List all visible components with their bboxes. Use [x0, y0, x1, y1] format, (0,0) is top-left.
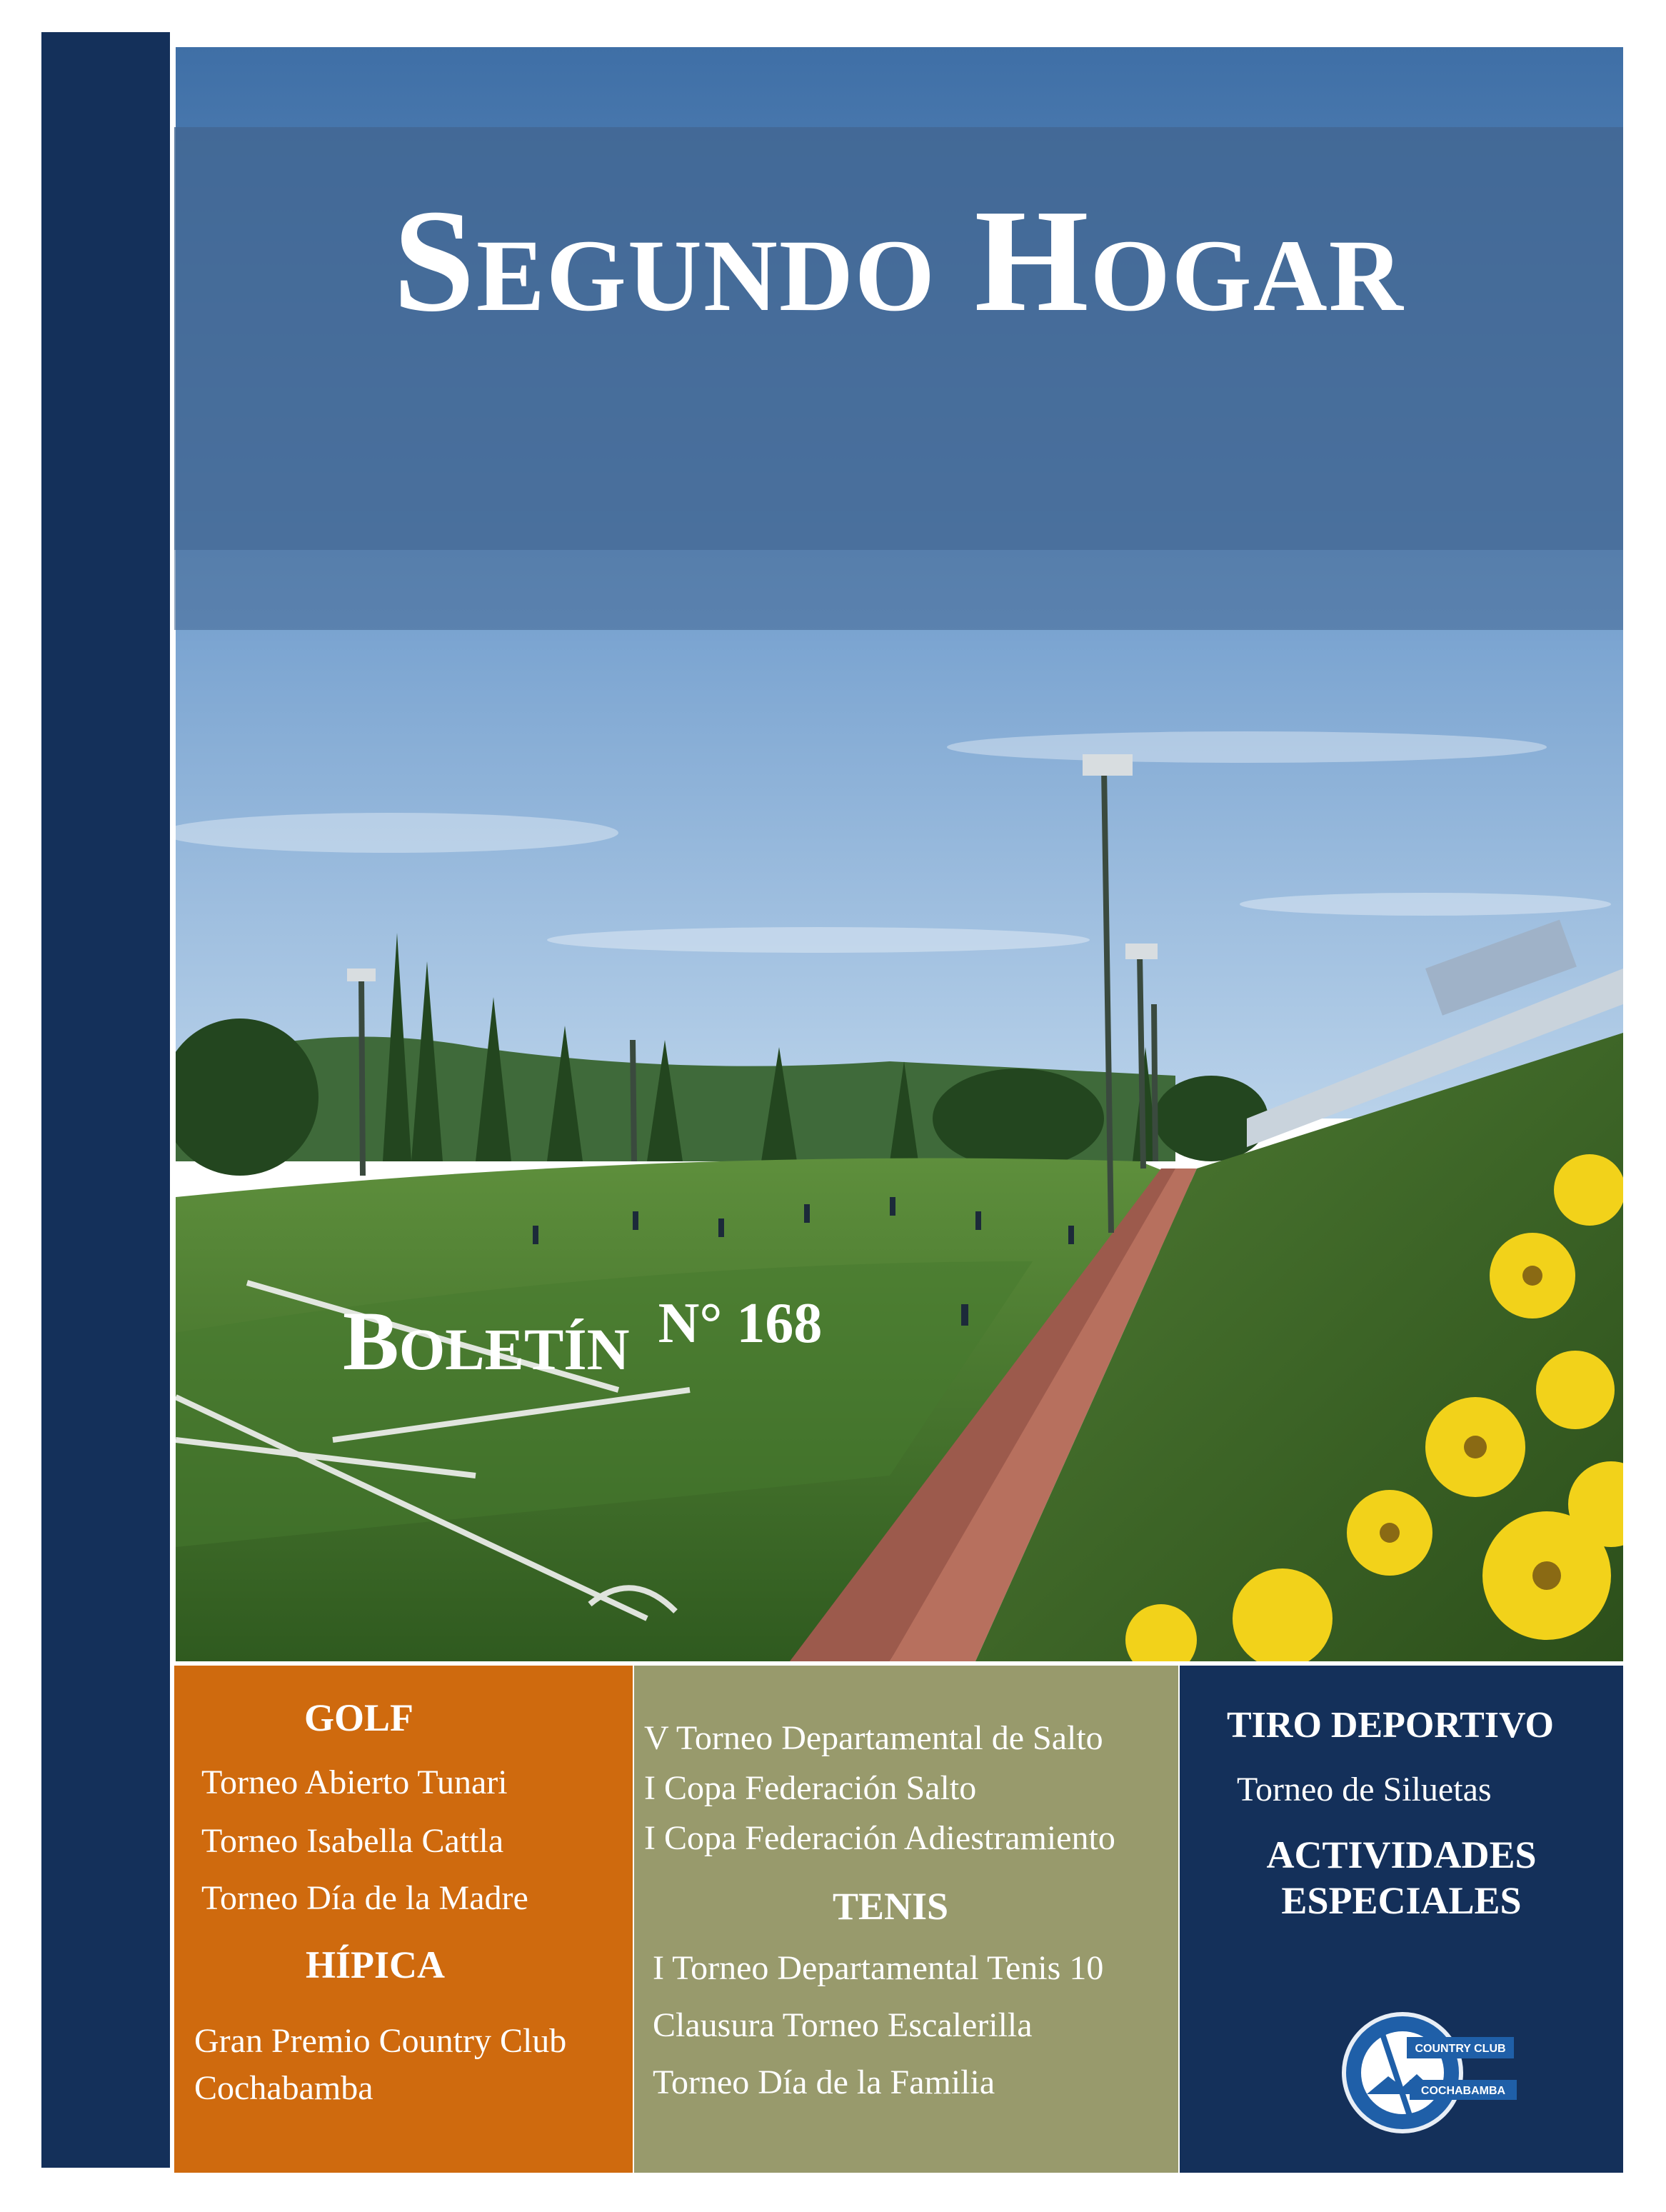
tenis-item: Clausura Torneo Escalerilla: [653, 2006, 1033, 2044]
hipica-event: I Copa Federación Salto: [644, 1769, 977, 1807]
tenis-item: Torneo Día de la Familia: [653, 2063, 995, 2101]
hipica-event: I Copa Federación Adiestramiento: [644, 1819, 1115, 1857]
panel-golf-hipica: [174, 1666, 633, 2173]
panel-hipica-tenis: [634, 1666, 1178, 2173]
title-banner: [174, 127, 1623, 550]
bulletin-label: [343, 1291, 822, 1390]
logo-text-top: COUNTRY CLUB: [1415, 2043, 1506, 2055]
bulletin-number: N° 168: [658, 1292, 823, 1355]
tenis-item: I Torneo Departamental Tenis 10: [653, 1949, 1104, 1987]
golf-item: Torneo Abierto Tunari: [201, 1763, 508, 1801]
golf-item: Torneo Día de la Madre: [201, 1879, 528, 1917]
logo-text-bottom: COCHABAMBA: [1420, 2085, 1506, 2097]
panel-tiro-especiales: [1180, 1666, 1623, 2173]
tiro-item: Torneo de Siluetas: [1237, 1771, 1492, 1808]
tiro-heading: TIRO DEPORTIVO: [1227, 1705, 1554, 1746]
hipica-event: V Torneo Departamental de Salto: [644, 1719, 1103, 1757]
bulletin-word: Boletín: [343, 1294, 630, 1388]
hipica-item: Gran Premio Country Club: [194, 2022, 567, 2060]
tenis-heading: TENIS: [833, 1885, 949, 1928]
country-club-logo: [1338, 2008, 1524, 2137]
especiales-heading-line2: ESPECIALES: [1281, 1879, 1522, 1922]
magazine-title: Segundo Hogar: [393, 179, 1405, 342]
hipica-heading: HÍPICA: [306, 1943, 446, 1986]
hipica-item: Cochabamba: [194, 2069, 373, 2107]
golf-item: Torneo Isabella Cattla: [201, 1822, 504, 1860]
cover-sidebar-stripe: [41, 32, 170, 2168]
golf-heading: GOLF: [304, 1696, 414, 1739]
title-banner-shadow: [174, 550, 1623, 630]
especiales-heading-line1: ACTIVIDADES: [1266, 1833, 1537, 1876]
